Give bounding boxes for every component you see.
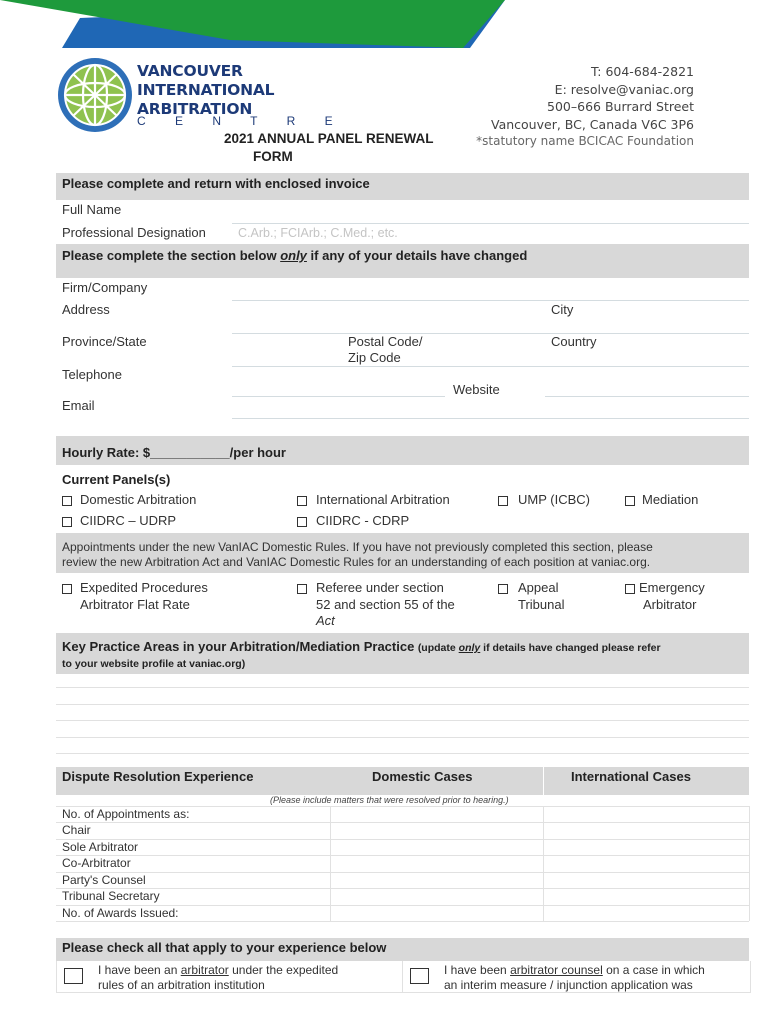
section1-heading: Please complete and return with enclosed invoice [62,176,370,191]
expedited-checkbox[interactable] [62,584,72,594]
contact-phone: T: 604-684-2821 [591,64,694,79]
org-name-line2: INTERNATIONAL [137,81,275,99]
experience-row-line [56,872,749,873]
expedited-label [80,580,208,613]
contact-block [491,63,694,133]
expedited-label-line2: Arbitrator Flat Rate [80,596,190,612]
mediation-checkbox[interactable] [625,496,635,506]
section2-heading [62,248,527,263]
experience-row-chair: Chair [62,823,91,837]
appeal-tribunal-label-line2: Tribunal [518,596,565,612]
referee-label-line3: Act [316,613,335,628]
domestic-rules-note [62,540,742,570]
address-field[interactable] [232,333,749,334]
interim-measure-label-post: on a case in which [602,963,705,977]
experience-bar-divider [543,767,544,795]
section2-heading-emphasis: only [280,248,307,263]
practice-line-3[interactable] [56,720,749,721]
domestic-cases-header: Domestic Cases [372,769,473,784]
expedited-arbitrator-checkbox[interactable] [64,968,83,984]
expedited-label-line1: Expedited Procedures [80,580,208,595]
expedited-arbitrator-label [98,963,338,993]
domestic-arbitration-label: Domestic Arbitration [80,492,197,507]
form-title-line2: FORM [253,149,293,164]
firm-label: Firm/Company [62,280,148,295]
telephone-field[interactable] [232,396,445,397]
practice-line-5[interactable] [56,753,749,754]
firm-field[interactable] [232,300,749,301]
org-name-centre: C E N T R E [137,114,346,128]
province-field[interactable] [232,366,749,367]
interim-measure-label-pre: I have been [444,963,511,977]
interim-measure-checkbox[interactable] [410,968,429,984]
experience-note: (Please include matters that were resolved prior to hearing.) [270,795,509,805]
expedited-arbitrator-label-pre: I have been an [98,963,181,977]
full-name-label: Full Name [62,202,122,217]
practice-line-1[interactable] [56,687,749,688]
postal-label-line1: Postal Code/ [348,334,423,349]
experience-row-line [56,839,749,840]
domestic-rules-note-line1: Appointments under the new VanIAC Domestic Rules. If you have not previously completed this section, please [62,540,653,554]
experience-row-line [56,888,749,889]
international-arbitration-checkbox[interactable] [297,496,307,506]
current-panels-heading: Current Panels(s) [62,472,171,487]
header-shapes [0,0,770,60]
address-label: Address [62,302,110,317]
experience-row-appointments: No. of Appointments as: [62,807,190,821]
expedited-arbitrator-label-link: arbitrator [180,963,229,977]
experience-row-co-arbitrator: Co-Arbitrator [62,856,131,870]
expedited-arbitrator-label-line2: rules of an arbitration institution [98,978,265,992]
header-band [0,0,770,60]
appeal-tribunal-label [518,580,564,613]
city-label: City [551,302,574,317]
experience-row-partys-counsel: Party's Counsel [62,873,146,887]
practice-heading-block [62,639,747,672]
telephone-label: Telephone [62,367,122,382]
expedited-arbitrator-label-post: under the expedited [228,963,339,977]
referee-checkbox[interactable] [297,584,307,594]
international-cases-header: International Cases [571,769,691,784]
full-name-field[interactable] [232,223,749,224]
postal-label-line2: Zip Code [348,350,401,365]
ciidrc-udrp-checkbox[interactable] [62,517,72,527]
website-field[interactable] [545,396,749,397]
org-name [137,62,274,119]
section2-heading-pre: Please complete the section below [62,248,281,263]
contact-email: E: resolve@vaniac.org [554,81,694,97]
contact-address2: Vancouver, BC, Canada V6C 3P6 [491,116,694,132]
appeal-tribunal-label-line1: Appeal [518,580,559,595]
experience-row-sole-arbitrator: Sole Arbitrator [62,840,139,854]
international-arbitration-label: International Arbitration [316,492,450,507]
experience-col-header: Dispute Resolution Experience [62,769,254,784]
ciidrc-cdrp-checkbox[interactable] [297,517,307,527]
experience-row-line [56,855,749,856]
domestic-rules-note-line2: review the new Arbitration Act and VanIAC Domestic Rules for an understanding of each position at vaniac.org. [62,555,651,569]
org-name-line3: ARBITRATION [137,100,253,118]
contact-address1: 500–666 Burrard Street [547,99,694,114]
org-name-line1: VANCOUVER [137,62,243,80]
practice-line-4[interactable] [56,737,749,738]
designation-field[interactable]: C.Arb.; FCIArb.; C.Med.; etc. [238,226,398,240]
practice-subnote-line2: to your website profile at vaniac.org) [62,658,246,670]
hourly-rate[interactable]: Hourly Rate: $___________/per hour [62,445,286,460]
practice-line-2[interactable] [56,704,749,705]
designation-label: Professional Designation [62,225,206,240]
province-label: Province/State [62,334,147,349]
statutory-name: *statutory name BCICAC Foundation [476,134,694,148]
ump-label: UMP (ICBC) [518,492,590,507]
mediation-label: Mediation [642,492,699,507]
logo-globe-icon [56,56,134,137]
section2-heading-post: if any of your details have changed [306,248,528,263]
practice-subnote [418,642,661,654]
ciidrc-udrp-label: CIIDRC – UDRP [80,513,177,528]
experience-col-divider [330,806,331,921]
experience-row-tribunal-secretary: Tribunal Secretary [62,889,160,903]
emergency-arbitrator-label-line2: Arbitrator [643,596,697,612]
ump-checkbox[interactable] [498,496,508,506]
country-label: Country [551,334,597,349]
website-label: Website [453,382,500,397]
emergency-arbitrator-label [639,580,705,613]
practice-heading: Key Practice Areas in your Arbitration/Mediation Practice [62,639,415,654]
interim-measure-label [444,963,705,993]
practice-subnote-pre: (update [417,642,459,654]
appeal-tribunal-checkbox[interactable] [498,584,508,594]
form-title [224,130,434,166]
expedited-arbitrator-label-line1 [98,963,338,978]
interim-measure-label-line1 [444,963,705,978]
interim-measure-label-link: arbitrator counsel [510,963,603,977]
domestic-arbitration-checkbox[interactable] [62,496,72,506]
postal-label [348,334,422,366]
experience-col-divider [543,806,544,921]
referee-label [316,580,455,630]
check-options-divider [402,961,403,992]
check-heading: Please check all that apply to your experience below [62,940,387,955]
interim-measure-label-line2: an interim measure / injunction application was [444,978,693,992]
email-label: Email [62,398,95,413]
ciidrc-cdrp-label: CIIDRC - CDRP [316,513,410,528]
email-field[interactable] [232,418,749,419]
emergency-arbitrator-checkbox[interactable] [625,584,635,594]
emergency-arbitrator-label-line1: Emergency [639,580,705,595]
experience-row-awards-issued: No. of Awards Issued: [62,906,179,920]
practice-subnote-emphasis: only [458,642,481,654]
form-title-line1: 2021 ANNUAL PANEL RENEWAL [224,131,434,146]
referee-label-line2: 52 and section 55 of the [316,596,455,612]
referee-label-line1: Referee under section [316,580,444,595]
practice-subnote-post: if details have changed please refer [480,642,661,654]
experience-col-divider [749,806,750,921]
